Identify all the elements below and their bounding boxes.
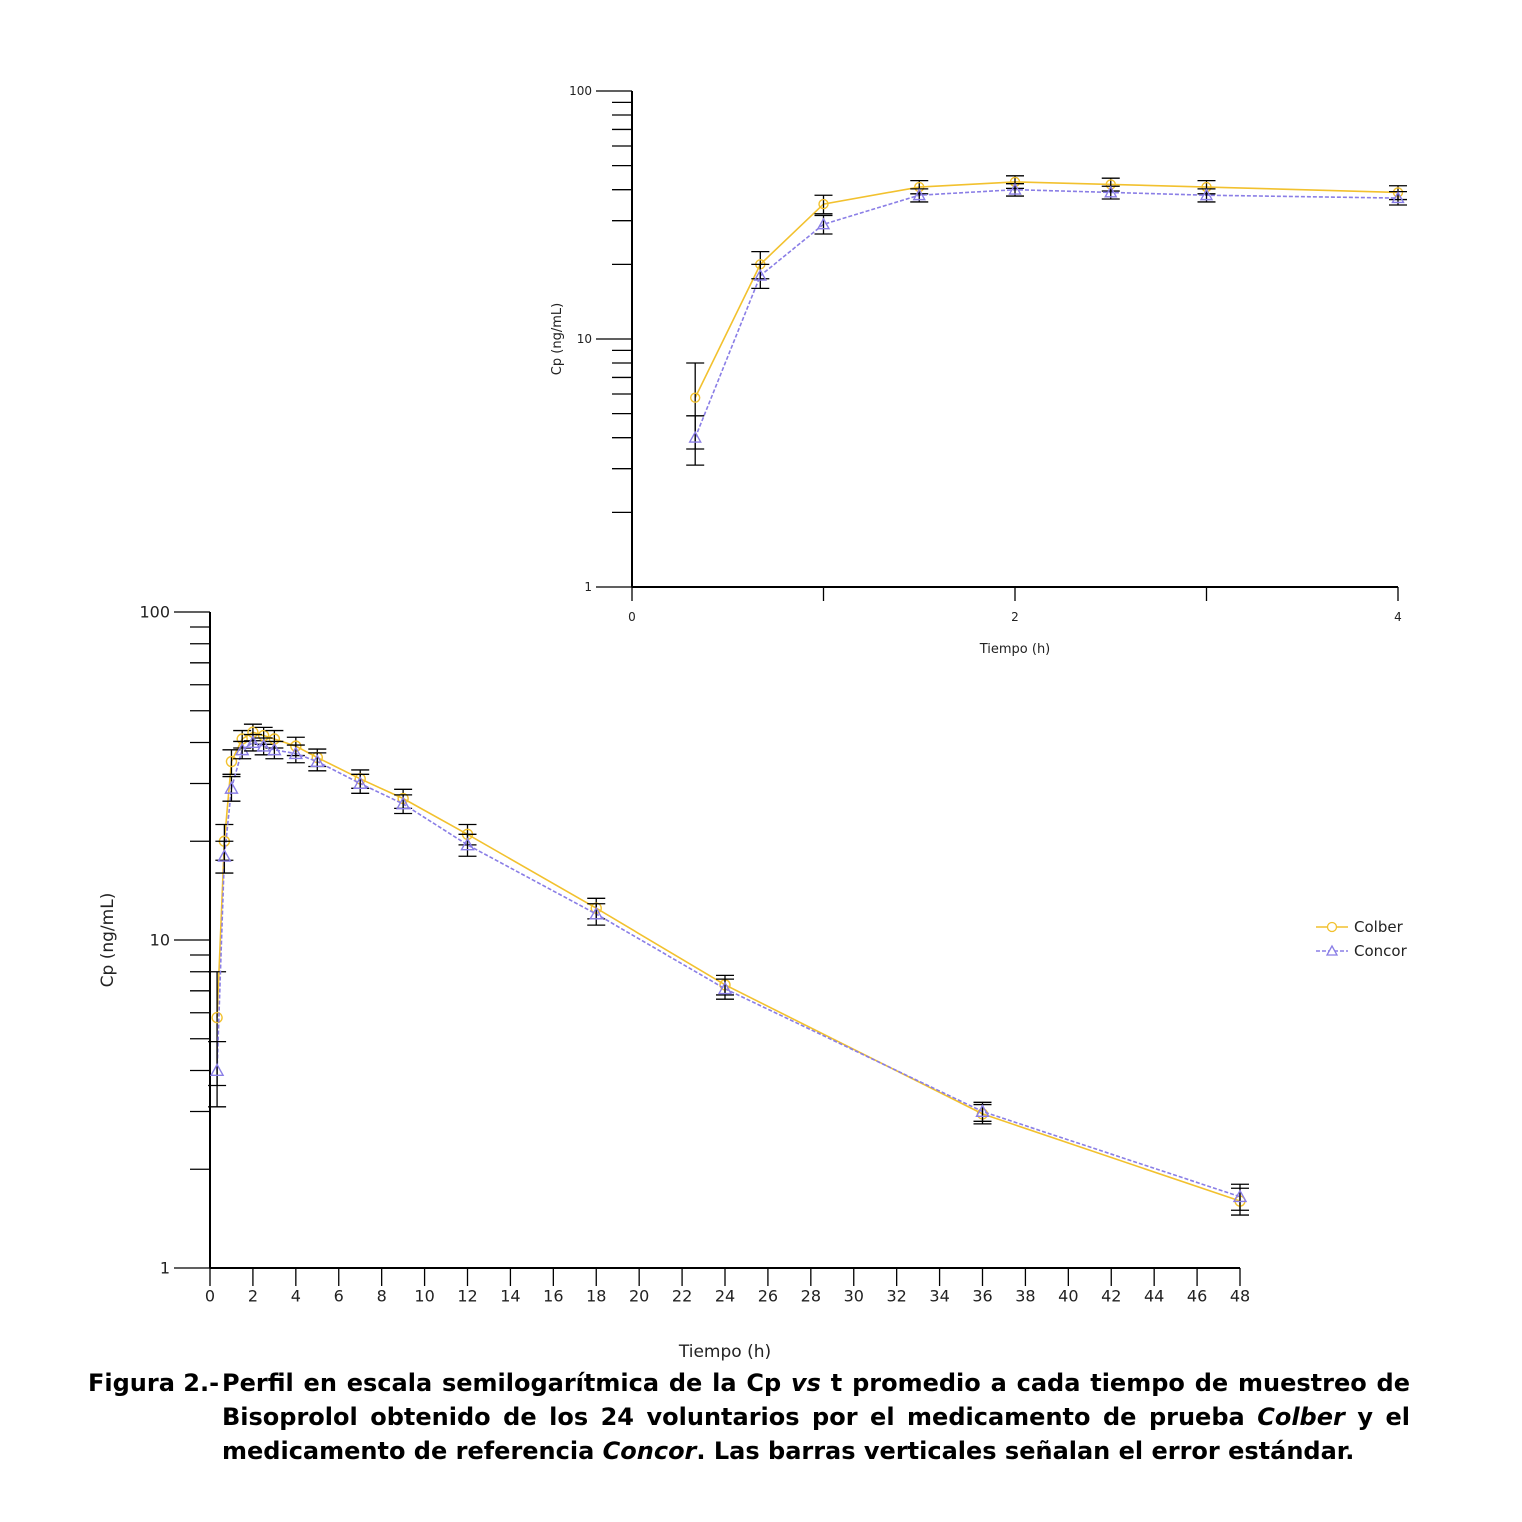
caption-colber: Colber [1257,1403,1345,1431]
y-tick-label: 10 [576,332,592,347]
x-tick-label: 4 [1394,610,1402,625]
x-axis-label: Tiempo (h) [678,1342,772,1362]
x-tick-label: 28 [800,1286,822,1306]
caption-part4: . Las barras verticales señalan el error estándar. [696,1437,1355,1465]
x-tick-label: 2 [247,1286,259,1306]
legend-marker-circle [1328,923,1337,932]
x-tick-label: 24 [714,1286,736,1306]
x-tick-label: 44 [1143,1286,1165,1306]
x-tick-label: 10 [414,1286,435,1306]
series-line-concor [217,743,1240,1197]
x-tick-label: 0 [628,610,636,625]
x-tick-label: 14 [500,1286,521,1306]
x-tick-label: 36 [972,1286,993,1306]
x-tick-label: 22 [671,1286,693,1306]
x-tick-label: 40 [1058,1286,1079,1306]
x-tick-label: 46 [1186,1286,1208,1306]
caption-label: Figura 2.- [88,1369,220,1397]
x-tick-label: 42 [1101,1286,1122,1306]
x-tick-label: 18 [586,1286,607,1306]
caption-part1: Perfil en escala semilogarítmica de la Cp [222,1369,792,1397]
x-tick-label: 26 [757,1286,779,1306]
legend [1316,918,1408,960]
chart-inset [550,84,1407,657]
caption-part3: y el medicamento de referencia [222,1403,1410,1465]
x-tick-label: 34 [929,1286,950,1306]
x-tick-label: 0 [204,1286,216,1306]
y-tick-label: 1 [159,1258,170,1278]
y-tick-label: 100 [569,84,592,99]
x-tick-label: 8 [376,1286,387,1306]
series-colber [686,176,1407,449]
y-tick-label: 10 [149,930,170,950]
y-axis-label: Cp (ng/mL) [98,892,118,988]
chart-main [98,603,1250,1362]
y-axis-label: Cp (ng/mL) [550,302,565,376]
legend-label: Concor [1354,942,1407,960]
series-line-colber [217,732,1240,1201]
x-tick-label: 2 [1011,610,1019,625]
caption-vs: vs [791,1369,821,1397]
caption-text [222,1366,1410,1468]
y-tick-label: 1 [584,580,592,595]
figure-caption [88,1366,1410,1468]
series-concor [686,184,1407,465]
x-tick-label: 20 [628,1286,650,1306]
caption-concor: Concor [602,1437,697,1465]
series-colber [208,724,1249,1215]
x-tick-label: 32 [886,1286,907,1306]
caption-part2: t promedio a cada tiempo de muestreo de Bisoprolol obtenido de los 24 voluntarios por el medicamento de prueba [222,1369,1410,1431]
x-tick-label: 30 [843,1286,864,1306]
x-axis-label: Tiempo (h) [979,642,1051,657]
x-tick-label: 38 [1015,1286,1036,1306]
x-tick-label: 6 [333,1286,344,1306]
legend-label: Colber [1354,918,1403,936]
x-tick-label: 12 [457,1286,478,1306]
x-tick-label: 48 [1229,1286,1251,1306]
series-line-colber [695,182,1398,398]
y-tick-label: 100 [139,602,170,622]
x-tick-label: 4 [290,1286,301,1306]
series-concor [208,735,1249,1211]
x-tick-label: 16 [543,1286,564,1306]
